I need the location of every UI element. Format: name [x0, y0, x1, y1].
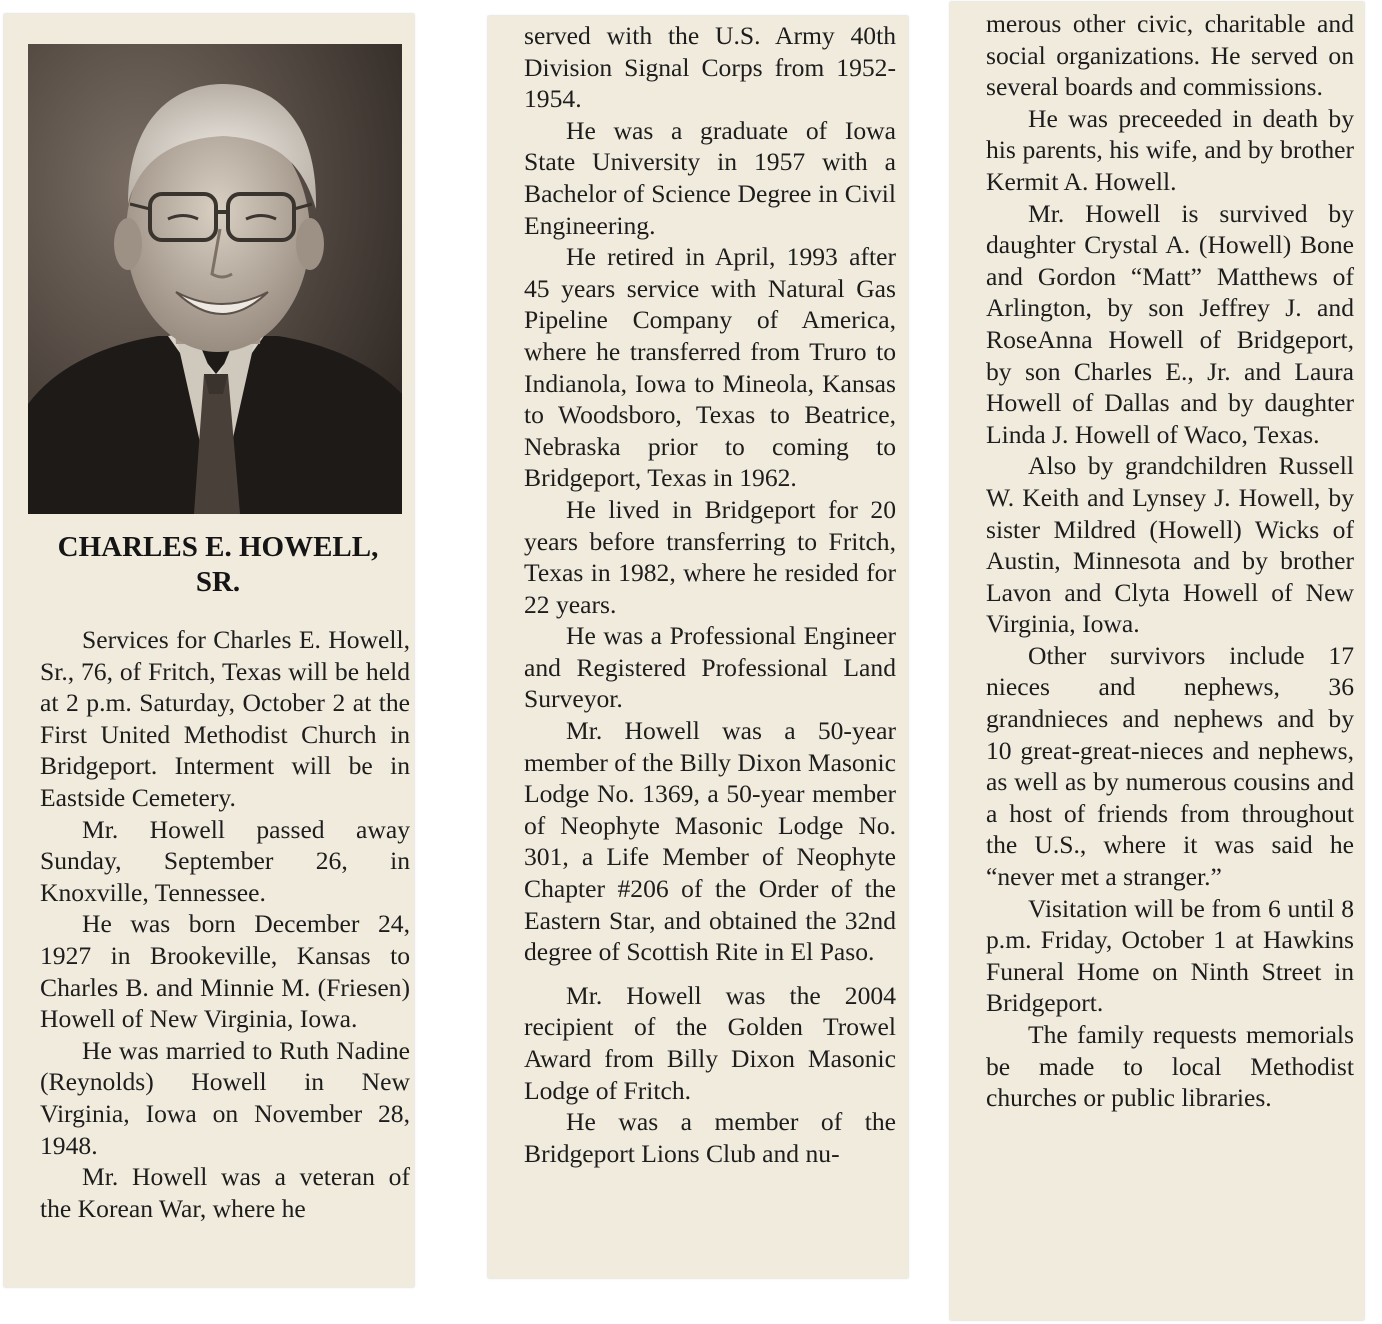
paragraph: He was a graduate of Iowa State University in 1957 with a Bachelor of Science Degree in Civil Engineering. — [524, 115, 896, 240]
paragraph: Also by grandchildren Russell W. Keith and Lynsey J. Howell, by sister Mildred (Howell) Wicks of Austin, Minnesota and by brother Lavon and Clyta Howell of New Virginia, Iowa. — [986, 451, 1354, 639]
clipping-column-1 — [4, 14, 414, 1287]
column-1-text — [40, 624, 410, 1224]
paragraph: He was a member of the Bridgeport Lions Club and nu- — [524, 1107, 896, 1168]
column-3-text — [986, 8, 1354, 1114]
paragraph: Mr. Howell is survived by daughter Crystal A. (Howell) Bone and Gordon “Matt” Matthews of Arlington, by son Jeffrey J. and RoseAnna Howell of Bridgeport, by son Charles E., Jr. and Laura Howell of Dallas and by daughter Linda J. Howell of Waco, Texas. — [986, 198, 1354, 449]
paragraph: The family requests memorials be made to local Methodist churches or public libraries. — [986, 1020, 1354, 1113]
paragraph: He was a Professional Engineer and Registered Professional Land Surveyor. — [524, 621, 896, 714]
paragraph: Mr. Howell was the 2004 recipient of the Golden Trowel Award from Billy Dixon Masonic Lodge of Fritch. — [524, 980, 896, 1105]
paragraph: Mr. Howell was a 50-year member of the Billy Dixon Masonic Lodge No. 1369, a 50-year member of Neophyte Masonic Lodge No. 301, a Life Member of Neophyte Chapter #206 of the Order of the Eastern Star, and obtained the 32nd degree of Scottish Rite in El Paso. — [524, 716, 896, 967]
paragraph: Visitation will be from 6 until 8 p.m. Friday, October 1 at Hawkins Funeral Home on Ninth Street in Bridgeport. — [986, 893, 1354, 1018]
portrait-image — [28, 44, 402, 514]
portrait-photo — [28, 44, 402, 514]
paragraph: He was married to Ruth Nadine (Reynolds) Howell in New Virginia, Iowa on November 28, 1948. — [40, 1035, 410, 1160]
column-2-text — [524, 20, 896, 1169]
paragraph: He was preceeded in death by his parents, his wife, and by brother Kermit A. Howell. — [986, 103, 1354, 196]
paragraph: He retired in April, 1993 after 45 years service with Natural Gas Pipeline Company of America, where he transferred from Truro to Indianola, Iowa to Mineola, Kansas to Woodsboro, Texas to Beatrice, Nebraska prior to coming to Bridgeport, Texas in 1962. — [524, 242, 896, 493]
obituary-headline: CHARLES E. HOWELL, SR. — [57, 531, 379, 598]
paragraph: Other survivors include 17 nieces and nephews, 36 grandnieces and nephews and by 10 great-great-nieces and nephews, as well as by numerous cousins and a host of friends from throughout the U.S., where it was said he “never met a stranger.” — [986, 640, 1354, 892]
paragraph: He lived in Bridgeport for 20 years before transferring to Fritch, Texas in 1982, where he resided for 22 years. — [524, 494, 896, 619]
paragraph: served with the U.S. Army 40th Division Signal Corps from 1952-1954. — [524, 21, 896, 114]
paragraph: Services for Charles E. Howell, Sr., 76, of Fritch, Texas will be held at 2 p.m. Saturday, October 2 at the First United Methodist Church in Bridgeport. Interment will be in Eastside Cemetery. — [40, 625, 410, 812]
paragraph: Mr. Howell passed away Sunday, September 26, in Knoxville, Tennessee. — [40, 814, 410, 907]
clipping-column-3 — [950, 2, 1364, 1320]
clipping-column-2 — [488, 16, 908, 1278]
paragraph: Mr. Howell was a veteran of the Korean War, where he — [40, 1162, 410, 1223]
paragraph: merous other civic, charitable and social organizations. He served on several boards and commissions. — [986, 9, 1354, 102]
paragraph: He was born December 24, 1927 in Brookeville, Kansas to Charles B. and Minnie M. (Friesen) Howell of New Virginia, Iowa. — [40, 909, 410, 1034]
